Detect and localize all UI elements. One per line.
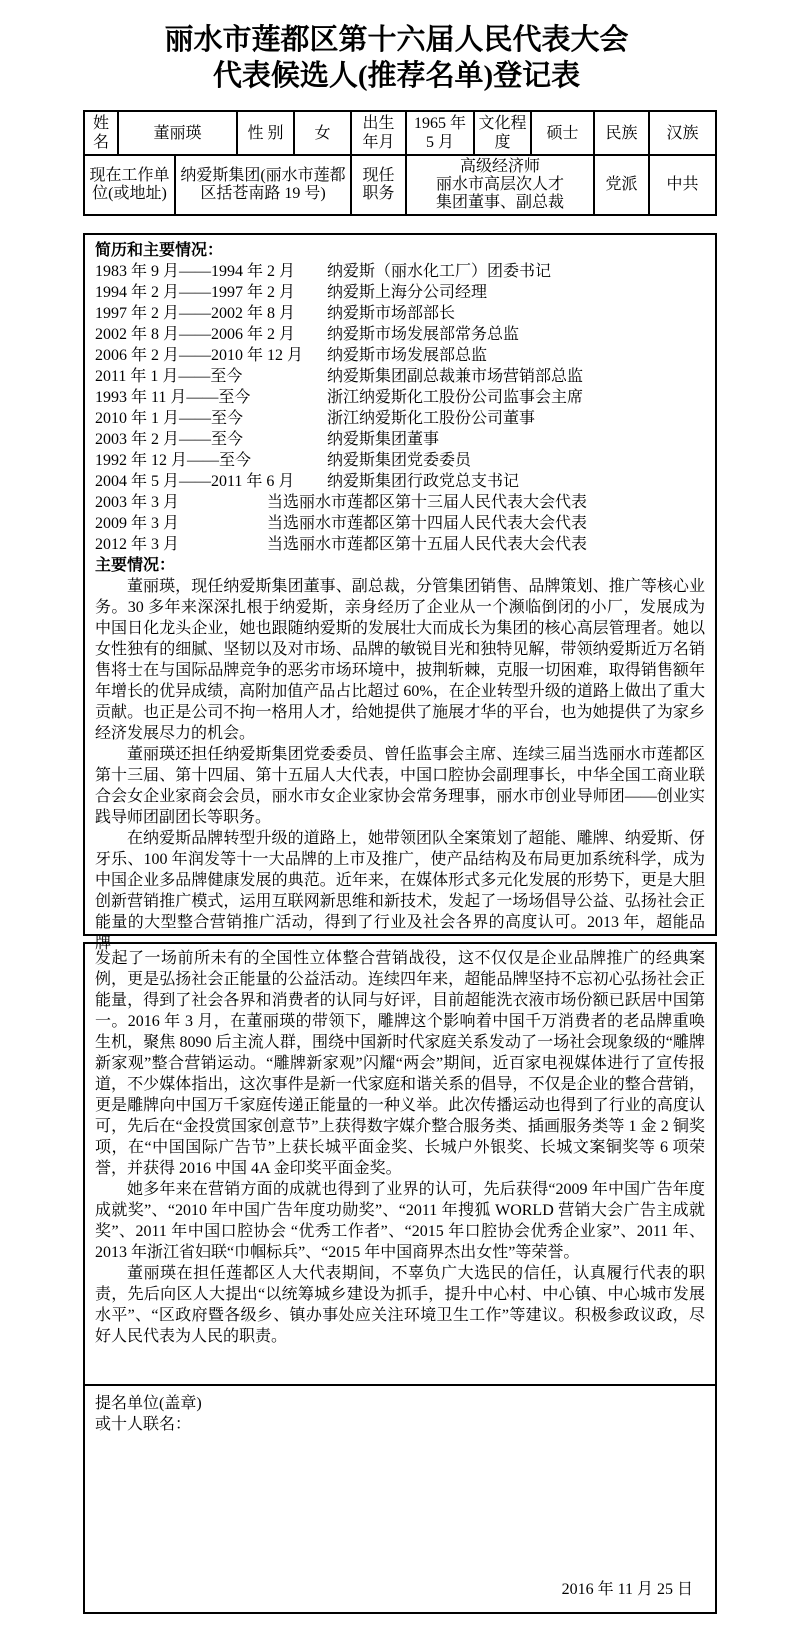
birth-value: 1965 年 5 月 (407, 112, 475, 154)
resume-and-profile-box (83, 233, 717, 952)
resume-entry (95, 366, 705, 387)
profile-paragraph: 董丽瑛，现任纳爱斯集团董事、副总裁，分管集团销售、品牌策划、推广等核心业务。30 多年来深深扎根于纳爱斯，亲身经历了企业从一个濒临倒闭的小厂，发展成为中国日化龙头企业，她也跟随纳爱斯的发展壮大而成长为集团的核心高层管理者。她以女性独有的细腻、坚韧以及对市场、品牌的敏锐目光和独特见解，带领纳爱斯近万名销售将士在与国际品牌竞争的恶劣市场环境中，披荆斩棘，克服一切困难，取得销售额年年增长的优异成绩，高附加值产品占比超过 60%，在企业转型升级的道路上做出了重大贡献。也正是公司不拘一格用人才，给她提供了施展才华的平台，也为她提供了为家乡经济发展尽力的机会。 (95, 578, 705, 742)
resume-role: 纳爱斯集团党委委员 (327, 452, 472, 469)
education-label: 文化程度 (475, 112, 532, 154)
info-row-work (85, 156, 715, 214)
party-label: 党派 (595, 156, 650, 214)
work-unit-value: 纳爱斯集团(丽水市莲都区括苍南路 19 号) (176, 156, 352, 214)
continuation-paragraph: 发起了一场前所未有的全国性立体整合营销战役，这不仅仅是企业品牌推广的经典案例，更是弘扬社会正能量的公益活动。连续四年来，超能品牌坚持不忘初心弘扬社会正能量，得到了社会各界和消费者的认同与好评，目前超能洗衣液市场份额已跃居中国第一。2016 年 3 月，在董丽瑛的带领下，雕牌这个影响着中国千万消费者的老品牌重唤生机，聚焦 8090 后主流人群，围绕中国新时代家庭关系发动了一场社会现象级的“雕牌新家观”整合营销运动。“雕牌新家观”闪耀“两会”期间，近百家电视媒体进行了宣传报道，不少媒体指出，这次事件是新一代家庭和谐关系的倡导，不仅是企业的整合营销，更是雕牌向中国万千家庭传递正能量的一种义举。此次传播运动也得到了行业的高度认可，先后在“金投赏国家创意节”上获得数字媒介整合服务类、插画服务类等 1 金 2 铜奖项，在“中国国际广告节”上获长城平面金奖、长城户外银奖、长城文案铜奖等 6 项荣誉，并获得 2016 中国 4A 金印奖平面金奖。 (95, 950, 705, 1177)
resume-period: 1994 年 2 月——1997 年 2 月 (95, 284, 296, 301)
profile-heading: 主要情况： (95, 557, 176, 574)
resume-period: 2010 年 1 月——至今 (95, 410, 244, 427)
resume-list (95, 261, 705, 555)
resume-role: 纳爱斯上海分公司经理 (327, 284, 488, 301)
ethnicity-value: 汉族 (666, 124, 699, 142)
resume-period: 2012 年 3 月 (95, 536, 180, 553)
resume-period: 2003 年 2 月——至今 (95, 431, 244, 448)
resume-role: 当选丽水市莲都区第十五届人民代表大会代表 (267, 536, 588, 553)
profile-paragraphs (95, 576, 705, 954)
position-line: 高级经济师 (459, 158, 540, 175)
resume-entry (95, 408, 705, 429)
resume-period: 2006 年 2 月——2010 年 12 月 (95, 347, 304, 364)
education-value: 硕士 (532, 112, 595, 154)
resume-entry (95, 513, 705, 534)
resume-role: 浙江纳爱斯化工股份公司董事 (327, 410, 536, 427)
resume-period: 2003 年 3 月 (95, 494, 180, 511)
resume-entry (95, 387, 705, 408)
resume-role: 纳爱斯集团董事 (327, 431, 440, 448)
resume-entry (95, 534, 705, 555)
position-label: 现任职务 (352, 156, 407, 214)
resume-period: 1997 年 2 月——2002 年 8 月 (95, 305, 296, 322)
resume-heading: 简历和主要情况： (95, 242, 224, 259)
resume-entry (95, 324, 705, 345)
continuation-paragraph: 她多年来在营销方面的成就也得到了业界的认可，先后获得“2009 年中国广告年度成就奖”、“2010 年中国广告年度功勋奖”、“2011 年搜狐 WORLD 营销大会广告主成就奖”、2011 年中国口腔协会 “优秀工作者”、“2015 年口腔协会优秀企业家”、2011 年、2013 年浙江省妇联“巾帼标兵”、“2015 年中国商界杰出女性”等荣誉。 (95, 1181, 705, 1261)
resume-entry (95, 282, 705, 303)
resume-period: 2009 年 3 月 (95, 515, 180, 532)
gender-label: 性 别 (238, 112, 295, 154)
continuation-paragraph: 董丽瑛在担任莲都区人大代表期间，不辜负广大选民的信任，认真履行代表的职责，先后向区人大提出“以统筹城乡建设为抓手，提升中心村、中心镇、中心城市发展水平”、“区政府暨各级乡、镇办事处应关注环境卫生工作”等建议。积极参政议政，尽好人民代表为人民的职责。 (95, 1265, 705, 1345)
resume-role: 当选丽水市莲都区第十三届人民代表大会代表 (267, 494, 588, 511)
resume-period: 1992 年 12 月——至今 (95, 452, 252, 469)
resume-period: 2011 年 1 月——至今 (95, 368, 243, 385)
resume-role: 当选丽水市莲都区第十四届人民代表大会代表 (267, 515, 588, 532)
resume-entry (95, 261, 705, 282)
resume-entry (95, 429, 705, 450)
position-line: 丽水市高层次人才 (435, 176, 564, 193)
profile-paragraph: 在纳爱斯品牌转型升级的道路上，她带领团队全案策划了超能、雕牌、纳爱斯、伢牙乐、100 年润发等十一大品牌的上市及推广，使产品结构及布局更加系统科学，成为中国企业多品牌健康发展的典范。近年来，在媒体形式多元化发展的形势下，更是大胆创新营销推广模式，运用互联网新思维和新技术，发起了一场场倡导公益、弘扬社会正能量的大型整合营销推广活动，得到了行业及社会各界的高度认可。2013 年，超能品牌 (95, 830, 705, 952)
resume-role: 纳爱斯市场发展部常务总监 (327, 326, 520, 343)
work-unit-label: 现在工作单位(或地址) (85, 156, 176, 214)
party-value: 中共 (666, 176, 699, 193)
resume-role: 纳爱斯集团行政党总支书记 (327, 473, 520, 490)
position-value (407, 156, 595, 214)
name-value: 董丽瑛 (119, 112, 238, 154)
resume-role: 纳爱斯市场发展部总监 (327, 347, 488, 364)
resume-entry (95, 471, 705, 492)
resume-role: 浙江纳爱斯化工股份公司监事会主席 (327, 389, 584, 406)
nomination-section (85, 1384, 715, 1612)
personal-info-table (83, 110, 717, 216)
document-title-line1: 丽水市莲都区第十六届人民代表大会 (164, 24, 629, 56)
resume-entry (95, 492, 705, 513)
nomination-date: 2016 年 11 月 25 日 (561, 1581, 693, 1598)
resume-role: 纳爱斯市场部部长 (327, 305, 456, 322)
nomination-stamp-line: 提名单位(盖章) (95, 1395, 202, 1412)
info-row-basic (85, 112, 715, 156)
resume-entry (95, 450, 705, 471)
document-title-line2: 代表候选人(推荐名单)登记表 (212, 60, 581, 92)
name-label: 姓名 (85, 112, 119, 154)
document-title (0, 0, 793, 94)
nomination-joint-line: 或十人联名： (95, 1416, 192, 1433)
resume-entry (95, 345, 705, 366)
profile-continuation (85, 944, 715, 1384)
profile-paragraph: 董丽瑛还担任纳爱斯集团党委委员、曾任监事会主席、连续三届当选丽水市莲都区第十三届、第十四届、第十五届人大代表，中国口腔协会副理事长，中华全国工商业联合会女企业家商会会员，丽水市女企业家协会常务理事，丽水市创业导师团——创业实践导师团副团长等职务。 (95, 746, 705, 826)
resume-role: 纳爱斯集团副总裁兼市场营销部总监 (327, 368, 584, 385)
resume-period: 2002 年 8 月——2006 年 2 月 (95, 326, 296, 343)
resume-period: 2004 年 5 月——2011 年 6 月 (95, 473, 295, 490)
resume-period: 1983 年 9 月——1994 年 2 月 (95, 263, 296, 280)
ethnicity-label: 民族 (595, 112, 650, 154)
gender-value: 女 (295, 112, 352, 154)
resume-period: 1993 年 11 月——至今 (95, 389, 251, 406)
bottom-box (83, 942, 717, 1614)
resume-entry (95, 303, 705, 324)
resume-role: 纳爱斯（丽水化工厂）团委书记 (327, 263, 552, 280)
position-line: 集团董事、副总裁 (435, 194, 564, 211)
birth-label: 出生年月 (352, 112, 407, 154)
